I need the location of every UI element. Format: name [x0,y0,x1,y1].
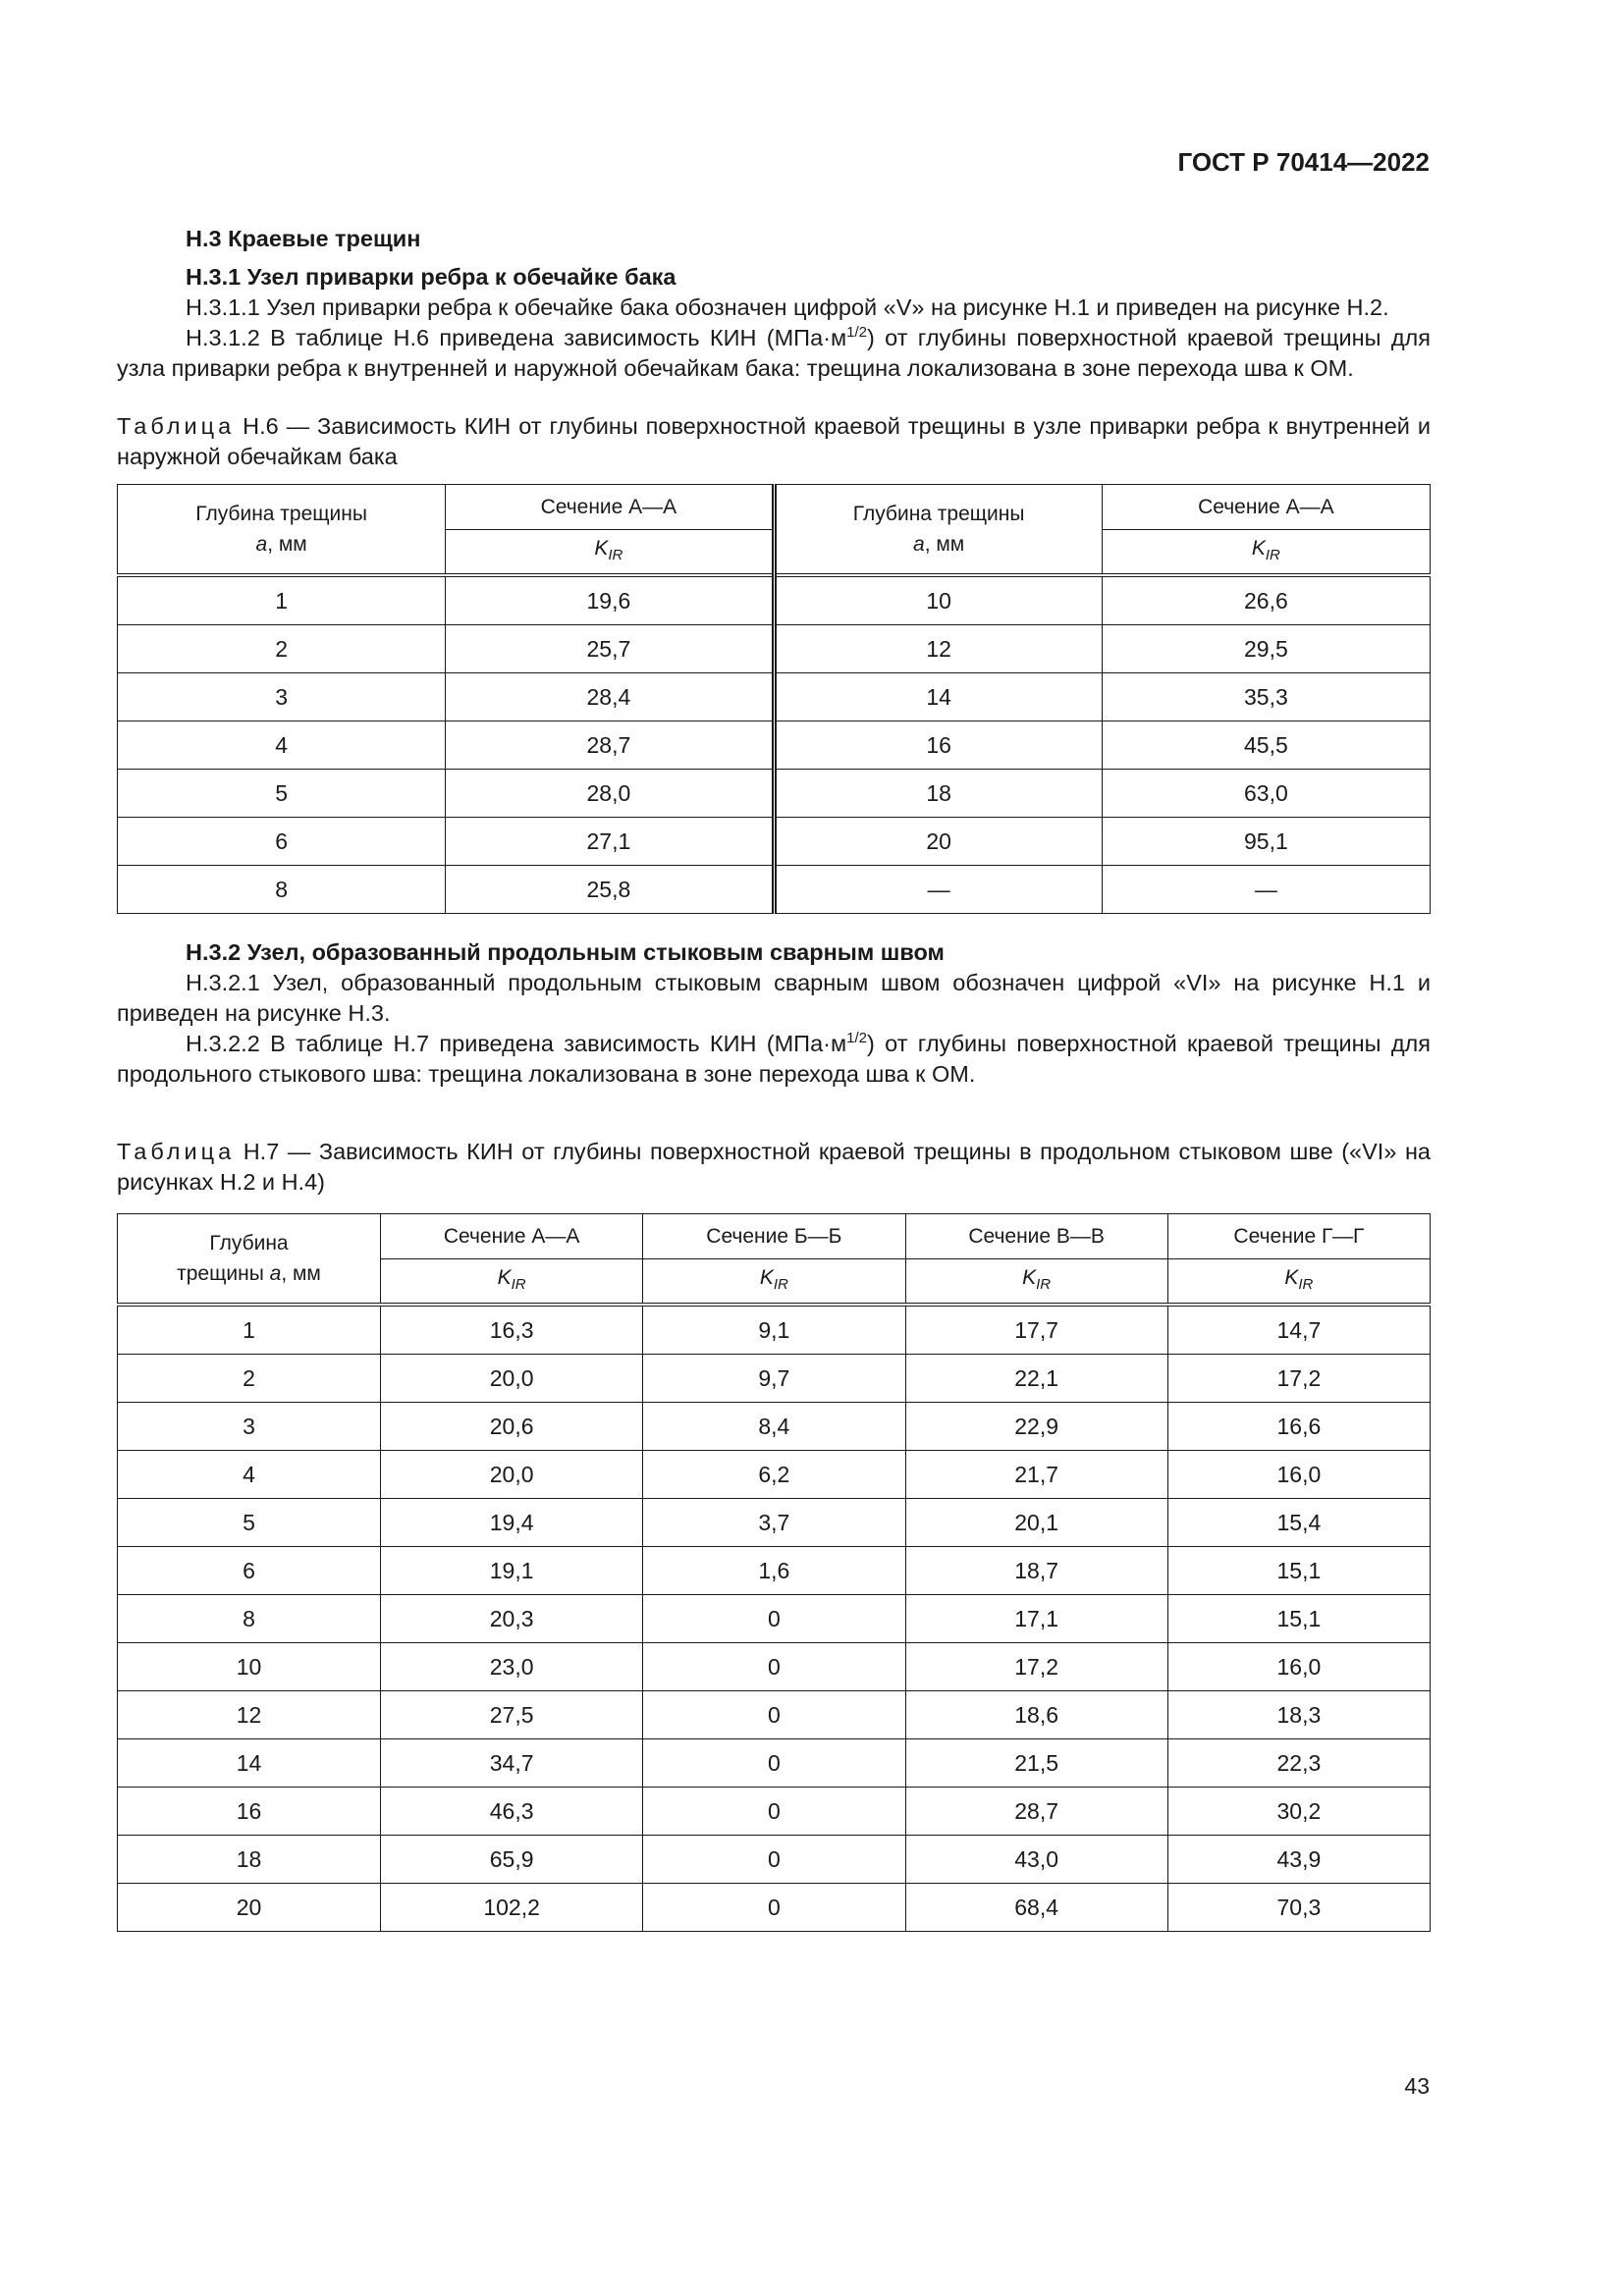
section-title: Н.3 Краевые трещин [186,226,421,251]
table-cell: 14 [118,1739,381,1788]
table6-depth-header: Глубина трещины a, мм [118,485,446,576]
table-cell: 8,4 [643,1403,905,1451]
table-h7 [117,1213,1431,1932]
table-cell: 12 [774,625,1102,673]
table-cell: 0 [643,1788,905,1836]
table-cell: 20,6 [381,1403,643,1451]
table-cell: 19,1 [381,1547,643,1595]
table-cell: 17,1 [905,1595,1167,1643]
table-cell: 12 [118,1691,381,1739]
table-cell: 34,7 [381,1739,643,1788]
table-cell: 28,4 [446,673,774,721]
table-row [118,1305,1431,1355]
table7-depth-header: Глубина трещины a, мм [118,1214,381,1306]
table-row [118,575,1431,625]
table-cell: 21,7 [905,1451,1167,1499]
table-cell: 16 [118,1788,381,1836]
table6-section-header: Сечение А—А [1102,485,1430,530]
table-cell: 15,1 [1167,1547,1430,1595]
table-row [118,1836,1431,1884]
table-cell: 21,5 [905,1739,1167,1788]
table-cell: — [1102,866,1430,914]
table-row [118,1691,1431,1739]
table7-kir-header: $K_{IR}$ [1167,1259,1430,1306]
table-cell: 16,3 [381,1305,643,1355]
table-row [118,1788,1431,1836]
table7-section-header: Сечение Г—Г [1167,1214,1430,1259]
table-cell: 27,5 [381,1691,643,1739]
table7-section-header: Сечение А—А [381,1214,643,1259]
table6-caption: Таблица Н.6 — Зависимость КИН от глубины поверхностной краевой трещины в узле приварки ребра к внутренней и наружной обечайкам бака [117,413,1431,469]
table-cell: 15,1 [1167,1595,1430,1643]
table-cell: 20,3 [381,1595,643,1643]
table-cell: 1,6 [643,1547,905,1595]
table-row [118,1355,1431,1403]
paragraph-h312: Н.3.1.2 В таблице Н.6 приведена зависимость КИН $(МПа\cdot м^{1/2})$ от глубины поверхностной краевой трещины для узла приварки ребра к внутренней и наружной обечайкам бака: трещина локализована в зоне перехода шва к ОМ. [117,324,1431,381]
table-cell: 35,3 [1102,673,1430,721]
table-row [118,625,1431,673]
table-row [118,1547,1431,1595]
table-cell: 6 [118,818,446,866]
table6-section-header: Сечение А—А [446,485,774,530]
table-cell: 10 [774,575,1102,625]
page-content [117,224,1431,1932]
subsection-title-2: Н.3.2 Узел, образованный продольным стыковым сварным швом [186,939,945,965]
table-row [118,721,1431,770]
table-cell: 19,4 [381,1499,643,1547]
table-cell: 28,7 [905,1788,1167,1836]
table-cell: 5 [118,770,446,818]
table6-depth-header: Глубина трещины a, мм [774,485,1102,576]
table-cell: 70,3 [1167,1884,1430,1932]
table-cell: 8 [118,1595,381,1643]
table-cell: 16,0 [1167,1643,1430,1691]
table-cell: 1 [118,1305,381,1355]
table-row [118,818,1431,866]
table7-caption: Таблица Н.7 — Зависимость КИН от глубины поверхностной краевой трещины в продольном стыковом шве («VI» на рисунках Н.2 и Н.4) [117,1139,1431,1195]
table-cell: 29,5 [1102,625,1430,673]
table-cell: 26,6 [1102,575,1430,625]
table-cell: 14 [774,673,1102,721]
table-h6 [117,484,1431,914]
table7-section-header: Сечение Б—Б [643,1214,905,1259]
table-row [118,1739,1431,1788]
table-row [118,1643,1431,1691]
table-cell: 22,3 [1167,1739,1430,1788]
table-cell: 45,5 [1102,721,1430,770]
table-cell: 20,0 [381,1451,643,1499]
table-cell: 3 [118,673,446,721]
table6-kir-header: $K_{IR}$ [446,530,774,576]
table-cell: 28,0 [446,770,774,818]
table-cell: 18 [118,1836,381,1884]
table-cell: 3,7 [643,1499,905,1547]
table-cell: 9,1 [643,1305,905,1355]
table6-kir-header: $K_{IR}$ [1102,530,1430,576]
table-cell: 17,2 [905,1643,1167,1691]
table-cell: 0 [643,1739,905,1788]
table-cell: 27,1 [446,818,774,866]
table-cell: 20,0 [381,1355,643,1403]
table-cell: 43,9 [1167,1836,1430,1884]
table-cell: 28,7 [446,721,774,770]
table-cell: 22,1 [905,1355,1167,1403]
table7-kir-header: $K_{IR}$ [381,1259,643,1306]
table-row [118,673,1431,721]
table-cell: 17,2 [1167,1355,1430,1403]
table-cell: 2 [118,1355,381,1403]
table-cell: 0 [643,1643,905,1691]
table-row [118,1403,1431,1451]
table-cell: 18,7 [905,1547,1167,1595]
table-row [118,866,1431,914]
table-cell: 6 [118,1547,381,1595]
table-cell: 20 [118,1884,381,1932]
table-cell: 8 [118,866,446,914]
table-row [118,1884,1431,1932]
table-cell: 4 [118,1451,381,1499]
table-cell: 1 [118,575,446,625]
table-cell: 25,8 [446,866,774,914]
table-cell: 95,1 [1102,818,1430,866]
table-row [118,770,1431,818]
subsection-title-1: Н.3.1 Узел приварки ребра к обечайке бака [186,264,677,290]
table-cell: 23,0 [381,1643,643,1691]
table-row [118,1451,1431,1499]
table-cell: 0 [643,1836,905,1884]
paragraph-h322: Н.3.2.2 В таблице Н.7 приведена зависимость КИН $(МПа\cdot м^{1/2})$ от глубины поверхностной краевой трещины для продольного стыкового шва: трещина локализована в зоне перехода шва к ОМ. [117,1030,1431,1087]
table-cell: 20,1 [905,1499,1167,1547]
page-number: 43 [1404,2073,1430,2099]
table-cell: 4 [118,721,446,770]
table-cell: 20 [774,818,1102,866]
table-cell: 18,3 [1167,1691,1430,1739]
table-cell: 68,4 [905,1884,1167,1932]
table-cell: 18 [774,770,1102,818]
table-cell: 18,6 [905,1691,1167,1739]
table-cell: 102,2 [381,1884,643,1932]
table-cell: 9,7 [643,1355,905,1403]
table-cell: 17,7 [905,1305,1167,1355]
table-cell: 0 [643,1884,905,1932]
table-row [118,1595,1431,1643]
table-cell: 30,2 [1167,1788,1430,1836]
table-cell: 0 [643,1691,905,1739]
table-cell: 65,9 [381,1836,643,1884]
table-cell: 63,0 [1102,770,1430,818]
table7-kir-header: $K_{IR}$ [643,1259,905,1306]
paragraph-h311: Н.3.1.1 Узел приварки ребра к обечайке бака обозначен цифрой «V» на рисунке Н.1 и приведен на рисунке Н.2. [186,294,1389,320]
table-cell: 3 [118,1403,381,1451]
table-cell: 16,0 [1167,1451,1430,1499]
table7-kir-header: $K_{IR}$ [905,1259,1167,1306]
document-id: ГОСТ Р 70414—2022 [1177,147,1430,177]
table-cell: 0 [643,1595,905,1643]
table-cell: 19,6 [446,575,774,625]
table-cell: 16 [774,721,1102,770]
table-row [118,1499,1431,1547]
table-cell: 15,4 [1167,1499,1430,1547]
table-cell: 5 [118,1499,381,1547]
table-cell: 22,9 [905,1403,1167,1451]
table-cell: 10 [118,1643,381,1691]
table7-section-header: Сечение В—В [905,1214,1167,1259]
table-cell: 14,7 [1167,1305,1430,1355]
table-cell: 6,2 [643,1451,905,1499]
table-cell: 25,7 [446,625,774,673]
table-cell: 2 [118,625,446,673]
table-cell: 43,0 [905,1836,1167,1884]
table-cell: 46,3 [381,1788,643,1836]
paragraph-h321: Н.3.2.1 Узел, образованный продольным стыковым сварным швом обозначен цифрой «VI» на рисунке Н.1 и приведен на рисунке Н.3. [117,970,1431,1026]
table-cell: — [774,866,1102,914]
table-cell: 16,6 [1167,1403,1430,1451]
